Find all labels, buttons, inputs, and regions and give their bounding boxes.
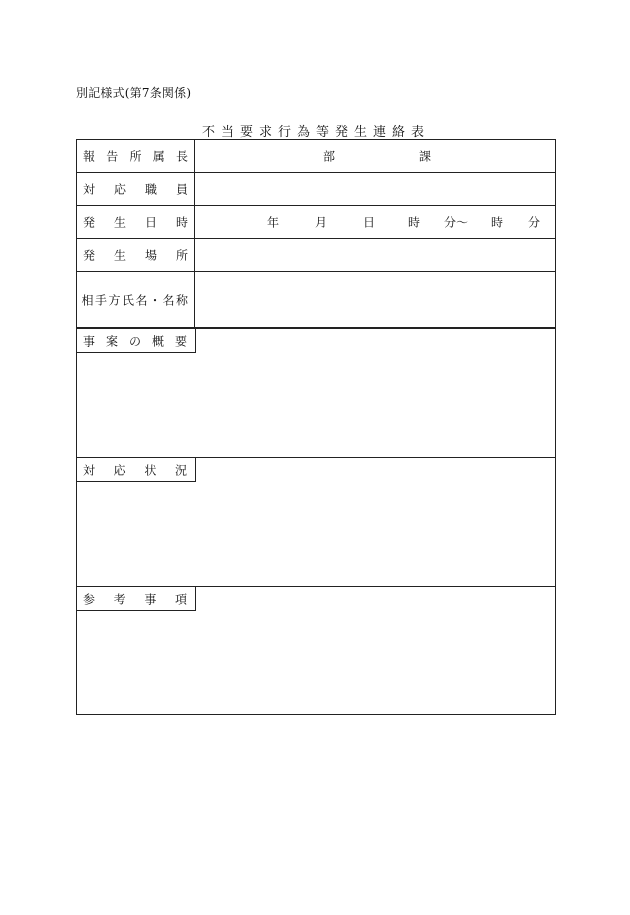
form-title: 不当要求行為等発生連絡表: [201, 125, 430, 140]
label-reference-notes: [83, 590, 187, 607]
row-responding-staff: [77, 173, 555, 206]
datetime-day-label: 日: [363, 215, 376, 230]
label-char: 事: [144, 592, 157, 606]
section-label-box: [77, 458, 196, 482]
label-char: 生: [113, 248, 126, 263]
datetime-hour-start-label: 時: [408, 215, 421, 230]
section-label-box: [77, 587, 196, 611]
label-char: 案: [105, 334, 118, 348]
label-char: 況: [174, 463, 187, 477]
label-char: 生: [113, 215, 126, 230]
label-cell: [77, 173, 195, 205]
label-char: 所: [175, 248, 188, 263]
label-case-summary: [83, 332, 187, 349]
occurrence-place-value-cell[interactable]: [195, 239, 555, 271]
row-reporting-department-head: [77, 140, 555, 173]
datetime-minute-end-label: 分: [528, 215, 541, 230]
label-counterparty-name: 相手方氏名・名称: [81, 293, 190, 307]
datetime-hour-end-label: 時: [491, 215, 504, 230]
label-response-status: [83, 461, 187, 478]
label-char: 告: [106, 149, 119, 164]
label-char: 事: [83, 334, 96, 348]
label-occurrence-place: [83, 247, 188, 264]
label-responding-staff: [83, 181, 188, 198]
label-cell: [77, 140, 195, 172]
row-occurrence-place: [77, 239, 555, 272]
label-char: 所: [129, 149, 142, 164]
datetime-year-label: 年: [267, 215, 280, 230]
datetime-value-cell[interactable]: [195, 206, 555, 238]
section-case-summary[interactable]: [77, 329, 555, 458]
datetime-month-label: 月: [315, 215, 328, 230]
responding-staff-value-cell[interactable]: [195, 173, 555, 205]
label-occurrence-datetime: [83, 214, 188, 231]
label-char: 発: [83, 248, 96, 263]
label-cell: [77, 239, 195, 271]
label-char: 場: [144, 248, 157, 263]
label-char: 考: [113, 592, 126, 606]
counterparty-name-value-cell[interactable]: [195, 272, 555, 327]
form-reference: 別記様式(第7条関係): [76, 86, 192, 100]
label-cell: [77, 272, 195, 327]
label-cell: [77, 206, 195, 238]
label-char: 長: [175, 149, 188, 164]
label-char: 対: [83, 182, 96, 197]
label-char: 対: [83, 463, 96, 477]
label-char: 応: [113, 182, 126, 197]
department-value-cell[interactable]: [195, 140, 555, 172]
datetime-minute-start-label: 分〜: [444, 215, 469, 230]
label-char: 時: [175, 215, 188, 230]
label-char: 概: [151, 334, 164, 348]
row-counterparty-name: [77, 272, 555, 329]
section-label-box: [77, 329, 196, 353]
label-char: の: [128, 334, 141, 348]
label-char: 参: [83, 592, 96, 606]
label-char: 員: [175, 182, 188, 197]
label-char: 発: [83, 215, 96, 230]
label-char: 項: [174, 592, 187, 606]
department-ka-label: 課: [419, 149, 432, 164]
label-char: 報: [83, 149, 96, 164]
label-char: 属: [152, 149, 165, 164]
department-bu-label: 部: [323, 149, 336, 164]
label-char: 要: [174, 334, 187, 348]
label-char: 日: [144, 215, 157, 230]
label-reporting-department-head: [83, 148, 188, 165]
section-reference-notes[interactable]: [77, 587, 555, 715]
row-occurrence-datetime: [77, 206, 555, 239]
section-response-status[interactable]: [77, 458, 555, 587]
label-char: 応: [113, 463, 126, 477]
report-form-table: [76, 139, 556, 715]
label-char: 状: [144, 463, 157, 477]
label-char: 職: [144, 182, 157, 197]
